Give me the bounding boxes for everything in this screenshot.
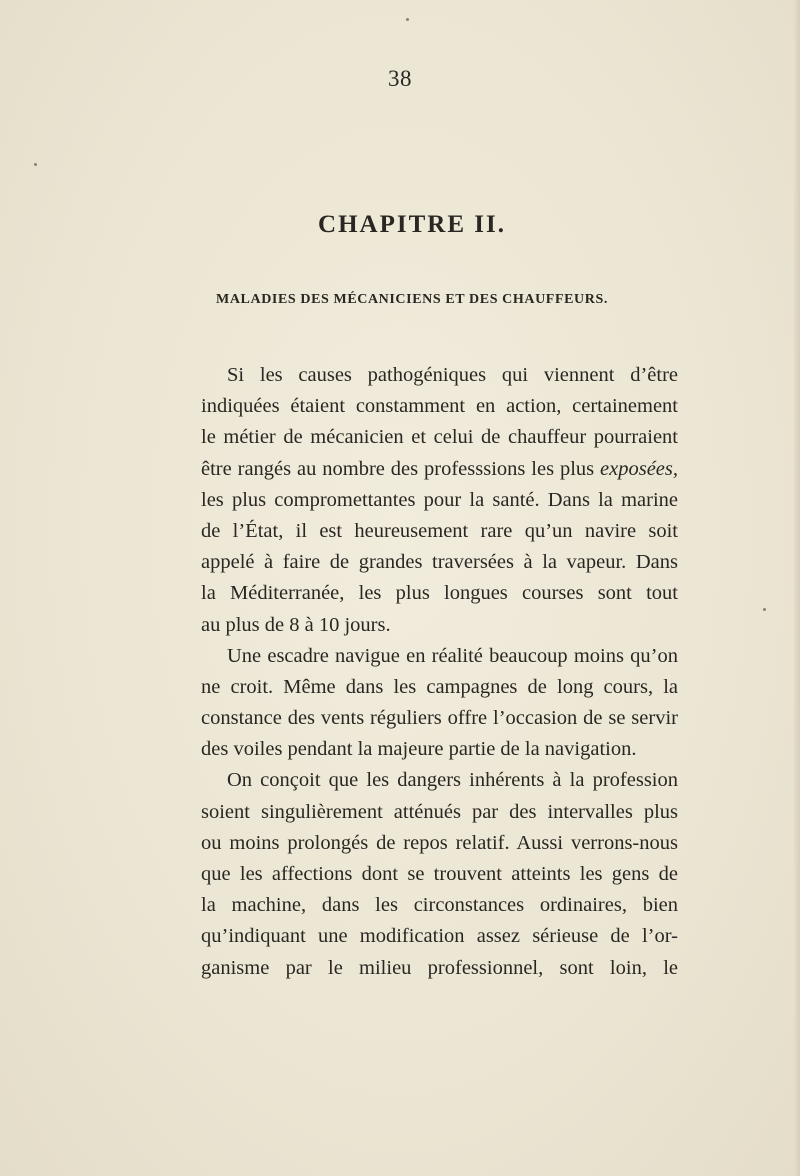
text-line: être rangés au nombre des professsions les plus exposées, xyxy=(201,457,678,480)
text-line: appelé à faire de grandes traversées à la vapeur. Dans xyxy=(201,551,678,574)
text-line: soient singulièrement atténués par des intervalles plus xyxy=(201,800,678,823)
text-line: la machine, dans les circonstances ordinaires, bien xyxy=(201,894,678,917)
page-number: 38 xyxy=(388,66,412,91)
text-line: que les affections dont se trouvent atteints les gens de xyxy=(201,863,678,885)
text-line: au plus de 8 à 10 jours. xyxy=(201,613,391,636)
text-line: ganisme par le milieu professionnel, sont loin, le xyxy=(201,956,678,979)
text-line: ou moins prolongés de repos relatif. Aussi verrons-nous xyxy=(201,831,678,854)
text-line: Une escadre navigue en réalité beaucoup moins qu’on xyxy=(227,644,678,667)
text-line: qu’indiquant une modification assez sérieuse de l’or- xyxy=(201,925,678,948)
text-line: des voiles pendant la majeure partie de la navigation. xyxy=(201,738,637,761)
text-line: On conçoit que les dangers inhérents à la profession xyxy=(227,769,678,792)
text-line: Si les causes pathogéniques qui viennent d’être xyxy=(227,364,678,386)
text-line: ne croit. Même dans les campagnes de long cours, la xyxy=(201,675,678,698)
body-text xyxy=(201,360,678,984)
chapter-title: CHAPITRE II. xyxy=(318,211,506,238)
emphasis-text: exposées, xyxy=(600,457,678,480)
section-title: MALADIES DES MÉCANICIENS ET DES CHAUFFEURS. xyxy=(216,292,608,307)
paper-speck xyxy=(763,608,766,611)
text-line: de l’État, il est heureusement rare qu’un navire soit xyxy=(201,519,678,542)
text-line: indiquées étaient constamment en action, certainement xyxy=(201,395,678,418)
text-line: la Méditerranée, les plus longues courses sont tout xyxy=(201,582,678,605)
paper-speck xyxy=(34,163,37,166)
text-line: le métier de mécanicien et celui de chauffeur pourraient xyxy=(201,426,678,449)
paper-speck xyxy=(406,18,409,21)
page-edge xyxy=(794,0,800,1176)
text-line: constance des vents réguliers offre l’occasion de se servir xyxy=(201,707,678,730)
text-line: les plus compromettantes pour la santé. Dans la marine xyxy=(201,488,678,511)
